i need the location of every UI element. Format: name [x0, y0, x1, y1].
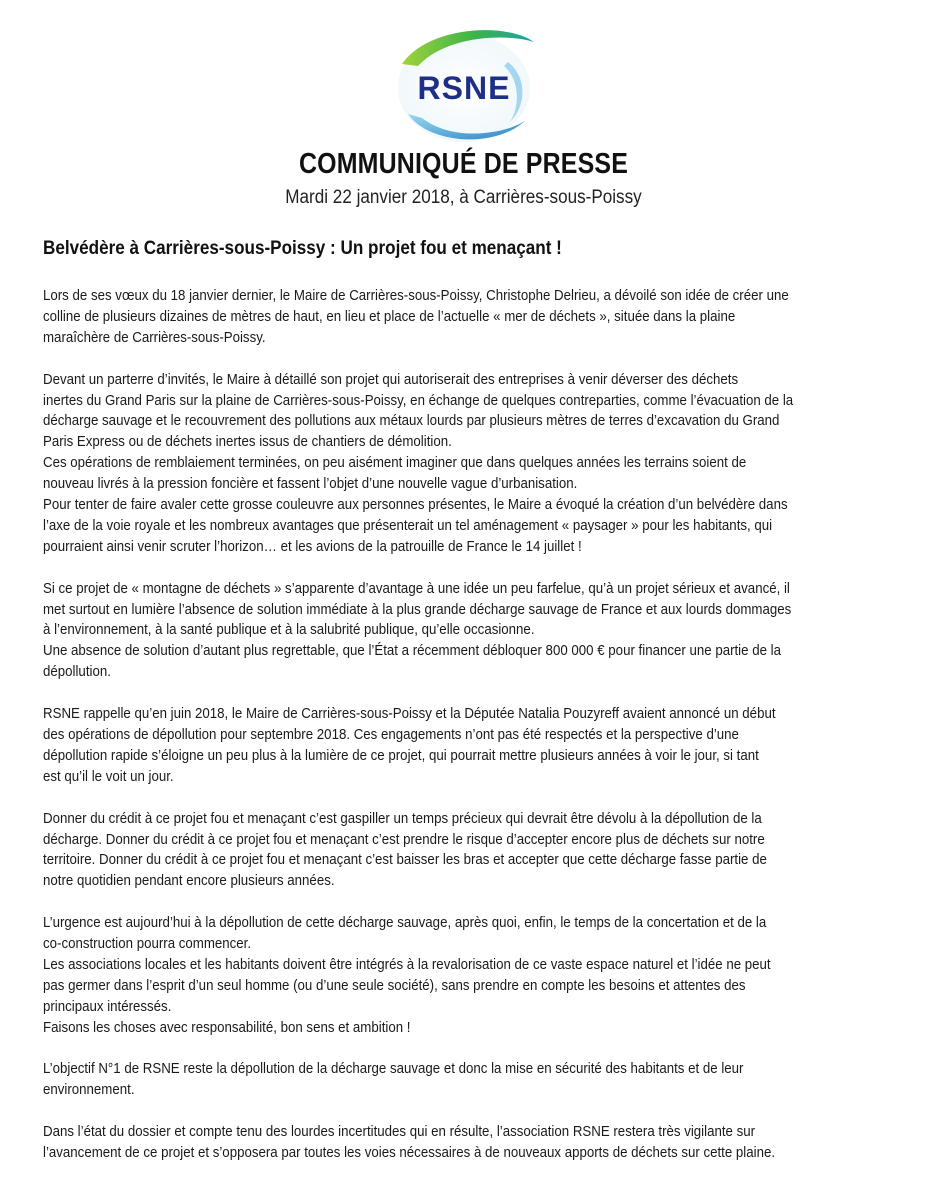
paragraph-line: territoire. Donner du crédit à ce projet fou et menaçant c’est baisser les bras et accepter que cette décharge fasse partie de — [43, 851, 767, 869]
paragraph-line: nouveau livrés à la pression foncière et fassent l’objet d’une nouvelle vague d’urbanisation. — [43, 475, 578, 493]
paragraph-line: Si ce projet de « montagne de déchets » s’apparente d’avantage à une idée un peu farfelue, qu’à un projet sérieux et avancé, il — [43, 579, 790, 597]
paragraph-line: à l’environnement, à la santé publique et à la salubrité publique, qu’elle occasionne. — [43, 621, 535, 639]
paragraph-line: Une absence de solution d’autant plus regrettable, que l’État a récemment débloquer 800 000 € pour financer une partie de la — [43, 642, 782, 660]
paragraph-line: Devant un parterre d’invités, le Maire à détaillé son projet qui autoriserait des entreprises à venir déverser des déchets — [43, 370, 739, 388]
paragraph — [43, 913, 786, 1038]
paragraph — [43, 704, 786, 788]
paragraph — [43, 286, 789, 349]
paragraph-line: des opérations de dépollution pour septembre 2018. Ces engagements n’ont pas été respectés et la perspective d’une — [43, 725, 739, 743]
paragraph-line: dépollution rapide s’éloigne un peu plus à la lumière de ce projet, qui pourrait mettre plusieurs années à voir le jour, si tant — [43, 746, 759, 764]
paragraph-line: met surtout en lumière l’absence de solution immédiate à la plus grande décharge sauvage de France et aux lourds dommages — [43, 600, 792, 618]
paragraph-line: pas germer dans l’esprit d’un seul homme (ou d’une seule société), sans prendre en compte les besoins et attentes des — [43, 976, 746, 994]
paragraph-line: décharge sauvage et le recouvrement des pollutions aux métaux lourds par plusieurs mètres de terres d’excavation du Grand — [43, 412, 780, 430]
paragraph — [43, 1059, 786, 1101]
paragraph — [43, 809, 786, 893]
paragraph-line: Donner du crédit à ce projet fou et menaçant c’est gaspiller un temps précieux qui devrait être dévolu à la dépollution de la — [43, 809, 762, 827]
paragraph-line: environnement. — [43, 1081, 135, 1099]
paragraph-line: co-construction pourra commencer. — [43, 935, 252, 953]
paragraph-line: pourraient ainsi venir scruter l’horizon… et les avions de la patrouille de France le 14 juillet ! — [43, 537, 582, 555]
page-title: COMMUNIQUÉ DE PRESSE — [298, 148, 629, 180]
paragraph-line: Lors de ses vœux du 18 janvier dernier, le Maire de Carrières-sous-Poissy, Christophe Delrieu, a dévoilé son idée de créer une — [43, 287, 789, 304]
paragraph-line: Faisons les choses avec responsabilité, bon sens et ambition ! — [43, 1018, 411, 1036]
paragraph-line: principaux intéressés. — [43, 997, 172, 1015]
paragraph-line: inertes du Grand Paris sur la plaine de Carrières-sous-Poissy, en échange de quelques contreparties, comme l’évacuation de la — [43, 391, 794, 409]
paragraph — [43, 579, 792, 684]
paragraph-line: colline de plusieurs dizaines de mètres de haut, en lieu et place de l’actuelle « mer de déchets », située dans la plaine — [43, 307, 736, 325]
paragraph-line: Les associations locales et les habitants doivent être intégrés à la revalorisation de ce vaste espace naturel et l’idée ne peut — [43, 955, 771, 973]
paragraph-line: dépollution. — [43, 663, 111, 681]
paragraph-line: notre quotidien pendant encore plusieurs années. — [43, 872, 335, 890]
press-release-body — [43, 238, 883, 1185]
paragraph-line: L’urgence est aujourd’hui à la dépollution de cette décharge sauvage, après quoi, enfin, le temps de la concertation et de la — [43, 914, 767, 932]
paragraph-line: est qu’il le voit un jour. — [43, 767, 174, 785]
paragraph-line: Pour tenter de faire avaler cette grosse couleuvre aux personnes présentes, le Maire a évoqué la création d’un belvédère dans — [43, 496, 788, 514]
paragraph-line: Ces opérations de remblaiement terminées, on peu aisément imaginer que dans quelques années les terrains soient de — [43, 454, 747, 472]
logo-text: RSNE — [417, 70, 511, 106]
paragraph — [43, 370, 794, 558]
paragraph-list — [43, 286, 883, 1164]
headline: Belvédère à Carrières-sous-Poissy : Un projet fou et menaçant ! — [43, 238, 562, 259]
rsne-logo — [388, 22, 540, 148]
paragraph — [43, 1122, 786, 1164]
paragraph-line: maraîchère de Carrières-sous-Poissy. — [43, 328, 266, 346]
paragraph-line: l’axe de la voie royale et les nombreux avantages que présenterait un tel aménagement « paysager » pour les habitants, qui — [43, 516, 773, 534]
paragraph-line: l’avancement de ce projet et s’opposera par toutes les voies nécessaires à de nouveaux apports de déchets sur cette plaine. — [43, 1144, 776, 1162]
paragraph-line: Paris Express ou de déchets inertes issus de chantiers de démolition. — [43, 433, 452, 451]
paragraph-line: décharge. Donner du crédit à ce projet fou et menaçant c’est prendre le risque d’accepter encore plus de déchets sur notre — [43, 830, 765, 848]
press-date: Mardi 22 janvier 2018, à Carrières-sous-Poissy — [285, 187, 642, 208]
paragraph-line: L’objectif N°1 de RSNE reste la dépollution de la décharge sauvage et donc la mise en sécurité des habitants et de leur — [43, 1060, 744, 1078]
paragraph-line: Dans l’état du dossier et compte tenu des lourdes incertitudes qui en résulte, l’association RSNE restera très vigilante sur — [43, 1123, 756, 1141]
paragraph-line: RSNE rappelle qu’en juin 2018, le Maire de Carrières-sous-Poissy et la Députée Natalia Pouzyreff avaient annoncé un début — [43, 705, 776, 723]
